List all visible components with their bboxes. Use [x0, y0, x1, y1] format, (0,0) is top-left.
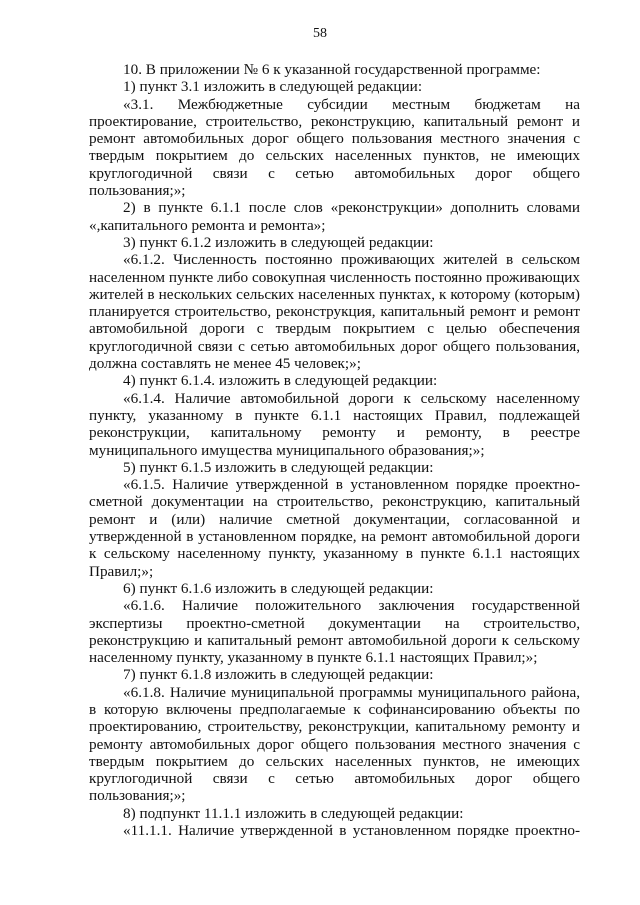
- subitem-6: 6) пункт 6.1.6 изложить в следующей редакции:: [123, 579, 434, 597]
- clause-3-1: «3.1. Межбюджетные субсидии местным бюджетам на проектирование, строительство, реконструкцию, капитальный ремонт и ремонт автомобильных дорог общего пользования местного значения с твердым покрытием до сельских населенных пунктов, не имеющих круглогодичной связи с сетью автомобильных дорог общего пользования;»;: [89, 95, 580, 200]
- clause-6-1-4: «6.1.4. Наличие автомобильной дороги к сельскому населенному пункту, указанному в пункте 6.1.1 настоящих Правил, подлежащей реконструкции, капитальному ремонту и ремонту, в реестре муниципального имущества муниципального образования;»;: [89, 389, 580, 459]
- document-body: [89, 61, 580, 839]
- subitem-7: 7) пункт 6.1.8 изложить в следующей редакции:: [123, 666, 434, 684]
- subitem-2: 2) в пункте 6.1.1 после слов «реконструкции» дополнить словами «,капитального ремонта и ремонта»;: [89, 199, 580, 234]
- clause-6-1-5: «6.1.5. Наличие утвержденной в установленном порядке проектно-сметной документации на строительство, реконструкцию, капитальный ремонт и (или) наличие сметной документации, согласованной и утвержденной в установленном порядке, на ремонт автомобильной дороги к сельскому населенному пункту, указанному в пункте 6.1.1 настоящих Правил;»;: [89, 476, 580, 580]
- subitem-5: 5) пункт 6.1.5 изложить в следующей редакции:: [123, 458, 434, 476]
- subitem-3: 3) пункт 6.1.2 изложить в следующей редакции:: [123, 233, 434, 251]
- clause-6-1-8: «6.1.8. Наличие муниципальной программы муниципального района, в которую включены предполагаемые к софинансированию объекты по проектированию, строительству, реконструкции, капитальному ремонту и ремонту автомобильных дорог общего пользования местного значения с твердым покрытием до сельских населенных пунктов, не имеющих круглогодичной связи с сетью автомобильных дорог общего пользования;»;: [89, 683, 580, 805]
- subitem-8: 8) подпункт 11.1.1 изложить в следующей редакции:: [123, 804, 464, 822]
- page-number: 58: [313, 26, 327, 41]
- clause-6-1-2: «6.1.2. Численность постоянно проживающих жителей в сельском населенном пункте либо совокупная численность постоянно проживающих жителей в нескольких сельских населенных пунктах, к которому (которым) планируется строительство, реконструкция, капитальный ремонт и ремонт автомобильной дороги с твердым покрытием с целью обеспечения круглогодичной связи с сетью автомобильных дорог общего пользования, должна составлять не менее 45 человек;»;: [89, 251, 580, 373]
- paragraph-item-10: 10. В приложении № 6 к указанной государственной программе:: [123, 61, 541, 78]
- subitem-1: 1) пункт 3.1 изложить в следующей редакции:: [123, 78, 423, 96]
- clause-6-1-6: «6.1.6. Наличие положительного заключения государственной экспертизы проектно-сметной документации на строительство, реконструкцию и капитальный ремонт автомобильной дороги к сельскому населенному пункту, указанному в пункте 6.1.1 настоящих Правил;»;: [89, 597, 580, 667]
- subitem-4: 4) пункт 6.1.4. изложить в следующей редакции:: [123, 372, 438, 390]
- clause-11-1-1: «11.1.1. Наличие утвержденной в установленном порядке проектно-: [123, 822, 580, 840]
